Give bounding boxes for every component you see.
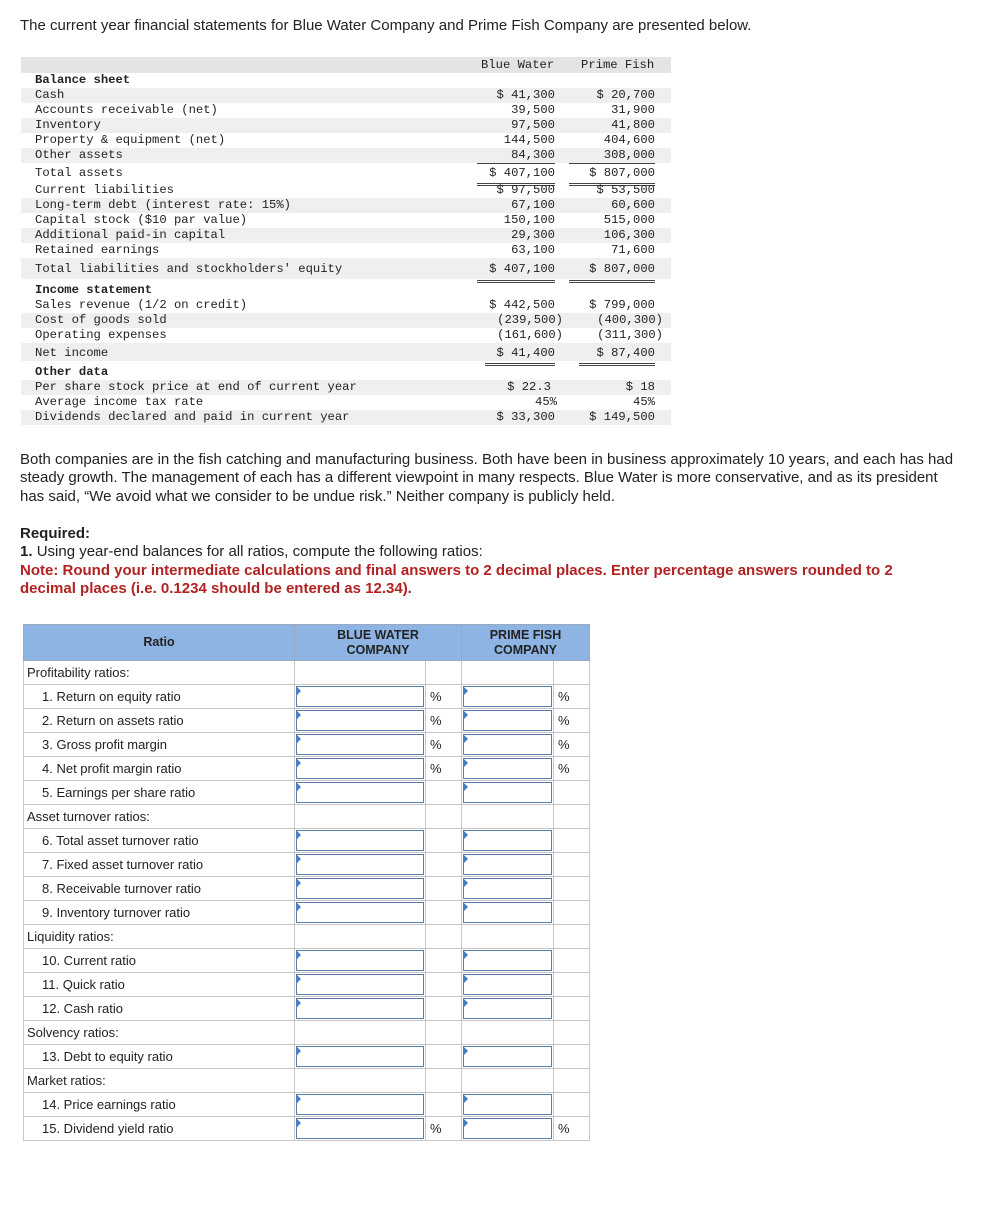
fin-row-total-le: Total liabilities and stockholders' equity $ 407,100 $ 807,000 bbox=[21, 258, 671, 279]
ratio-row-debt-to-equity: 13. Debt to equity ratio bbox=[24, 1045, 590, 1069]
fin-row bbox=[21, 361, 671, 380]
input-marker-icon bbox=[296, 734, 301, 744]
input-marker-icon bbox=[296, 1046, 301, 1056]
header-prime-fish: PRIME FISH COMPANY bbox=[462, 625, 590, 661]
blue-water-input[interactable] bbox=[295, 901, 426, 925]
input-marker-icon bbox=[296, 878, 301, 888]
blue-water-input[interactable] bbox=[295, 1117, 426, 1141]
description-paragraph: Both companies are in the fish catching and manufacturing business. Both have been in business approximately 10 years, and each has had steady growth. The management of each has a different viewpoint in many respects. Blue Water is more conservative, and as its president has said, “We avoid what we consider to be undue risk.” Neither company is publicly held. bbox=[20, 451, 954, 505]
input-marker-icon bbox=[296, 782, 301, 792]
input-marker-icon bbox=[463, 734, 468, 744]
input-marker-icon bbox=[296, 1118, 301, 1128]
intro-text: The current year financial statements for Blue Water Company and Prime Fish Company are presented below. bbox=[20, 17, 752, 34]
fin-row-ltd: Long-term debt (interest rate: 15%) 67,100 60,600 bbox=[21, 198, 671, 213]
ratio-answer-table bbox=[23, 624, 590, 1141]
ratio-row-gross-profit-margin: 3. Gross profit margin % % bbox=[24, 733, 590, 757]
blue-water-input[interactable] bbox=[295, 877, 426, 901]
input-marker-icon bbox=[463, 710, 468, 720]
header-blue-water: BLUE WATER COMPANY bbox=[295, 625, 462, 661]
blue-water-input[interactable] bbox=[295, 733, 426, 757]
fin-row-net-income: Net income $ 41,400 $ 87,400 bbox=[21, 343, 671, 361]
fin-row-other-assets: Other assets 84,300 308,000 bbox=[21, 148, 671, 163]
input-marker-icon bbox=[463, 998, 468, 1008]
ratio-row-current-ratio: 10. Current ratio bbox=[24, 949, 590, 973]
blue-water-input[interactable] bbox=[295, 997, 426, 1021]
input-marker-icon bbox=[296, 830, 301, 840]
ratio-row-eps: 5. Earnings per share ratio bbox=[24, 781, 590, 805]
input-marker-icon bbox=[463, 878, 468, 888]
input-marker-icon bbox=[296, 854, 301, 864]
fin-row-inventory: Inventory 97,500 41,800 bbox=[21, 118, 671, 133]
blue-water-input[interactable] bbox=[295, 829, 426, 853]
prime-fish-input[interactable] bbox=[462, 1093, 554, 1117]
fin-header-row bbox=[21, 57, 671, 73]
fin-row-dividends: Dividends declared and paid in current year $ 33,300 $ 149,500 bbox=[21, 410, 671, 425]
fin-row-opex: Operating expenses (161,600) (311,300) bbox=[35, 328, 663, 342]
required-step: 1. Using year-end balances for all ratios, compute the following ratios: bbox=[20, 543, 483, 561]
blue-water-input[interactable] bbox=[295, 949, 426, 973]
input-marker-icon bbox=[296, 1094, 301, 1104]
input-marker-icon bbox=[296, 974, 301, 984]
prime-fish-input[interactable] bbox=[462, 733, 554, 757]
category-row: Asset turnover ratios: bbox=[24, 805, 590, 829]
category-row: Profitability ratios: bbox=[24, 661, 590, 685]
input-marker-icon bbox=[463, 950, 468, 960]
other-data-heading: Other data bbox=[35, 365, 109, 379]
balance-sheet-heading: Balance sheet bbox=[35, 73, 131, 87]
prime-fish-input[interactable] bbox=[462, 853, 554, 877]
prime-fish-input[interactable] bbox=[462, 829, 554, 853]
ratio-row-fixed-asset-turnover: 7. Fixed asset turnover ratio bbox=[24, 853, 590, 877]
income-statement-heading: Income statement bbox=[35, 283, 153, 297]
fin-row-capital-stock: Capital stock ($10 par value) 150,100 515,000 bbox=[35, 213, 655, 227]
blue-water-input[interactable] bbox=[295, 757, 426, 781]
blue-water-input[interactable] bbox=[295, 973, 426, 997]
fin-row-apic: Additional paid-in capital 29,300 106,300 bbox=[21, 228, 671, 243]
blue-water-input[interactable] bbox=[295, 853, 426, 877]
category-row: Market ratios: bbox=[24, 1069, 590, 1093]
input-marker-icon bbox=[463, 974, 468, 984]
required-title: Required: bbox=[20, 525, 91, 542]
fin-row-tax-rate: Average income tax rate 45% 45% bbox=[35, 395, 655, 409]
prime-fish-input[interactable] bbox=[462, 901, 554, 925]
col-prime-fish: Prime Fish bbox=[581, 58, 655, 72]
ratio-row-quick-ratio: 11. Quick ratio bbox=[24, 973, 590, 997]
ratio-row-return-on-assets: 2. Return on assets ratio % % bbox=[24, 709, 590, 733]
input-marker-icon bbox=[463, 1118, 468, 1128]
input-marker-icon bbox=[463, 1046, 468, 1056]
blue-water-input[interactable] bbox=[295, 1093, 426, 1117]
ratio-row-price-earnings: 14. Price earnings ratio bbox=[24, 1093, 590, 1117]
blue-water-input[interactable] bbox=[295, 1045, 426, 1069]
category-row: Solvency ratios: bbox=[24, 1021, 590, 1045]
input-marker-icon bbox=[296, 686, 301, 696]
fin-row-share-price: Per share stock price at end of current year $ 22.3 $ 18 bbox=[21, 380, 671, 395]
fin-row-sales: Sales revenue (1/2 on credit) $ 442,500 $ 799,000 bbox=[35, 298, 655, 312]
prime-fish-input[interactable] bbox=[462, 781, 554, 805]
input-marker-icon bbox=[296, 998, 301, 1008]
fin-row bbox=[21, 73, 671, 88]
header-ratio: Ratio bbox=[24, 625, 295, 661]
fin-row-retained-earnings: Retained earnings 63,100 71,600 bbox=[35, 243, 655, 257]
category-row: Liquidity ratios: bbox=[24, 925, 590, 949]
fin-row-total-assets: Total assets $ 407,100 $ 807,000 bbox=[21, 163, 671, 181]
ratio-row-total-asset-turnover: 6. Total asset turnover ratio bbox=[24, 829, 590, 853]
prime-fish-input[interactable] bbox=[462, 997, 554, 1021]
prime-fish-input[interactable] bbox=[462, 949, 554, 973]
fin-row-cash: Cash $ 41,300 $ 20,700 bbox=[21, 88, 671, 103]
prime-fish-input[interactable] bbox=[462, 877, 554, 901]
blue-water-input[interactable] bbox=[295, 781, 426, 805]
blue-water-input[interactable] bbox=[295, 709, 426, 733]
blue-water-input[interactable] bbox=[295, 685, 426, 709]
input-marker-icon bbox=[463, 782, 468, 792]
fin-row-ppe: Property & equipment (net) 144,500 404,600 bbox=[35, 133, 655, 147]
input-marker-icon bbox=[463, 758, 468, 768]
ratio-row-dividend-yield: 15. Dividend yield ratio % % bbox=[24, 1117, 590, 1141]
prime-fish-input[interactable] bbox=[462, 1045, 554, 1069]
fin-row-cogs: Cost of goods sold (239,500) (400,300) bbox=[21, 313, 671, 328]
input-marker-icon bbox=[296, 710, 301, 720]
prime-fish-input[interactable] bbox=[462, 757, 554, 781]
input-marker-icon bbox=[463, 686, 468, 696]
input-marker-icon bbox=[463, 830, 468, 840]
fin-row-ar: Accounts receivable (net) 39,500 31,900 bbox=[35, 103, 655, 117]
prime-fish-input[interactable] bbox=[462, 1117, 554, 1141]
input-marker-icon bbox=[296, 950, 301, 960]
fin-row bbox=[21, 279, 671, 298]
input-marker-icon bbox=[463, 854, 468, 864]
fin-row-current-liab: Current liabilities $ 97,500 $ 53,500 bbox=[35, 183, 655, 197]
input-marker-icon bbox=[296, 902, 301, 912]
required-section bbox=[20, 525, 940, 598]
ratio-row-return-on-equity: 1. Return on equity ratio % % bbox=[24, 685, 590, 709]
prime-fish-input[interactable] bbox=[462, 709, 554, 733]
input-marker-icon bbox=[463, 902, 468, 912]
ratio-row-net-profit-margin: 4. Net profit margin ratio % % bbox=[24, 757, 590, 781]
rounding-note: Note: Round your intermediate calculations and final answers to 2 decimal places. Enter percentage answers rounded to 2 decimal places (i.e. 0.1234 should be entered as 12.34). bbox=[20, 561, 893, 597]
input-marker-icon bbox=[463, 1094, 468, 1104]
ratio-row-receivable-turnover: 8. Receivable turnover ratio bbox=[24, 877, 590, 901]
financial-statements-table bbox=[21, 57, 671, 425]
input-marker-icon bbox=[296, 758, 301, 768]
col-blue-water: Blue Water bbox=[481, 58, 555, 72]
prime-fish-input[interactable] bbox=[462, 973, 554, 997]
prime-fish-input[interactable] bbox=[462, 685, 554, 709]
ratio-row-cash-ratio: 12. Cash ratio bbox=[24, 997, 590, 1021]
ratio-row-inventory-turnover: 9. Inventory turnover ratio bbox=[24, 901, 590, 925]
